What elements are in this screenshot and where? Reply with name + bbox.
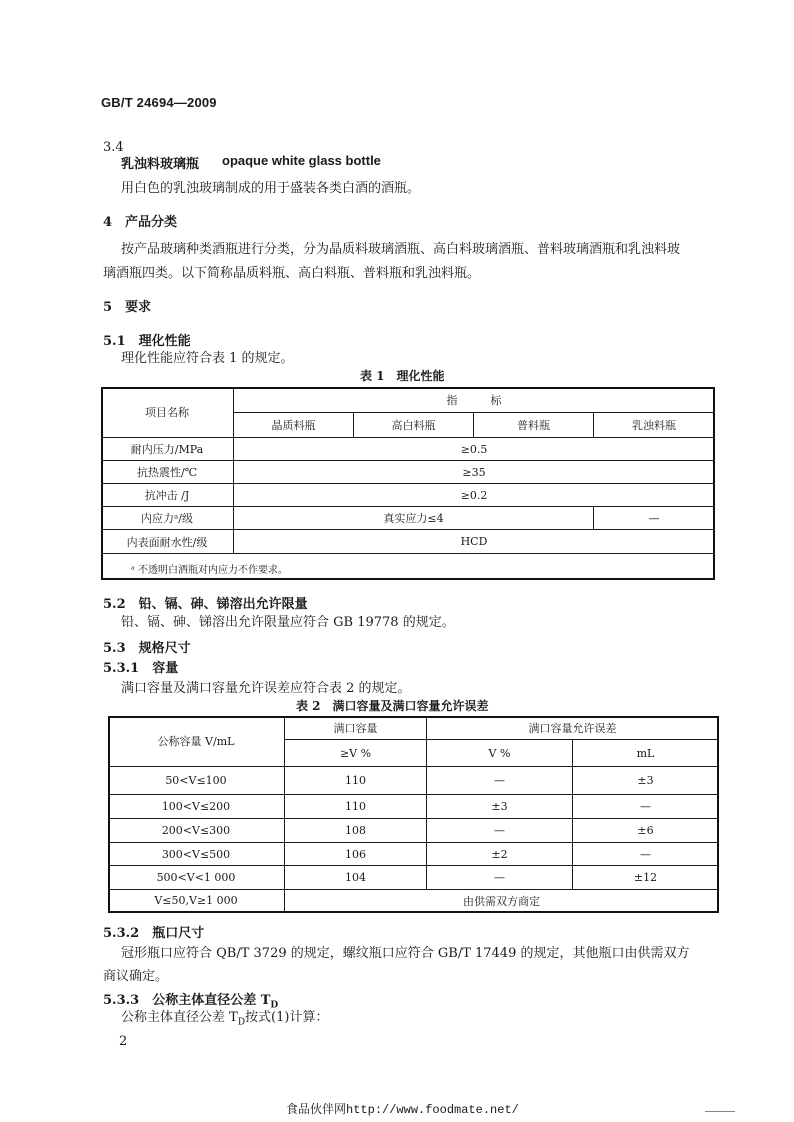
table2-row-full: 108	[345, 824, 366, 837]
page-number: 2	[119, 1034, 128, 1049]
table1-row-name: 抗热震性/℃	[136, 466, 197, 479]
table1-row-value: HCD	[460, 535, 488, 548]
table2-last-range: V≤50,V≥1 000	[154, 894, 238, 907]
table2-row-ml: —	[640, 847, 651, 861]
section-5-3-2-para-line1: 冠形瓶口应符合 QB/T 3729 的规定，螺纹瓶口应符合 GB/T 17449 的规定，其他瓶口由供需双方	[121, 946, 690, 961]
table2-row-pct: ±3	[491, 800, 508, 813]
section-5-3-2-para-line2: 商议确定。	[103, 969, 169, 984]
table2-row-full: 110	[345, 800, 366, 813]
table1-row-value: ≥0.2	[460, 488, 488, 502]
table2-header-full-sub: ≥V %	[339, 746, 372, 760]
table1-subheader: 晶质料瓶	[271, 419, 316, 432]
table1-row-name: 耐内压力/MPa	[130, 443, 204, 456]
table2-row-range: 200<V≤300	[161, 824, 231, 837]
section-5-heading: 5 要求	[103, 300, 152, 315]
table1-row-value: ≥35	[462, 465, 486, 479]
section-4-heading: 4 产品分类	[103, 215, 178, 230]
section-5-1-text: 理化性能应符合表 1 的规定。	[121, 351, 294, 366]
table2	[108, 716, 719, 913]
table1-subheader: 乳浊料瓶	[632, 419, 676, 432]
footer	[286, 1100, 519, 1117]
table2-row-pct: ±2	[491, 847, 508, 861]
table2-row-pct: —	[494, 871, 505, 884]
section-5-3-3-heading-sub: D	[270, 1000, 279, 1011]
table2-last-text: 由供需双方商定	[463, 894, 540, 908]
table2-header-nominal: 公称容量 V/mL	[157, 735, 235, 748]
section-3-4-number: 3.4	[103, 140, 124, 155]
section-5-3-3-text	[121, 1006, 328, 1028]
section-4-para-line1: 按产品玻璃种类酒瓶进行分类，分为晶质料玻璃酒瓶、高白料玻璃酒瓶、普料玻璃酒瓶和乳浊料玻	[121, 242, 681, 257]
table1	[101, 387, 715, 580]
table1-row-name: 抗冲击 /J	[144, 489, 190, 502]
table2-row-full: 104	[345, 871, 366, 884]
section-5-3-heading: 5.3 规格尺寸	[103, 641, 191, 656]
table2-header-tol-pct: V %	[488, 746, 511, 760]
table2-row-pct: —	[494, 774, 505, 787]
table1-row-name: 内应力ᵃ/级	[141, 512, 193, 525]
section-5-3-2-heading: 5.3.2 瓶口尺寸	[103, 926, 205, 941]
table2-row-range: 50<V≤100	[165, 774, 227, 787]
section-5-3-3-text-prefix: 公称主体直径公差 T	[121, 1010, 238, 1025]
term-en: opaque white glass bottle	[222, 153, 381, 168]
table2-row-range: 300<V≤500	[161, 847, 231, 861]
table1-header-item: 项目名称	[145, 406, 189, 419]
table2-row-ml: ±3	[637, 774, 654, 787]
footer-rule	[705, 1111, 735, 1112]
section-5-2-text: 铅、镉、砷、锑溶出允许限量应符合 GB 19778 的规定。	[121, 615, 455, 630]
table1-row-value: 真实应力≤4	[383, 512, 444, 525]
footer-url[interactable]: http://www.foodmate.net/	[346, 1103, 519, 1117]
section-5-3-1-text: 满口容量及满口容量允许误差应符合表 2 的规定。	[121, 681, 411, 696]
table1-subheader: 普料瓶	[517, 419, 550, 432]
table2-row-ml: —	[640, 800, 651, 813]
table1-caption: 表 1 理化性能	[360, 369, 445, 383]
table2-row-ml: ±6	[637, 824, 654, 837]
table2-row-range: 100<V≤200	[161, 800, 231, 813]
table1-subheader: 高白料瓶	[391, 419, 436, 432]
section-5-3-3-heading-text: 5.3.3 公称主体直径公差 T	[103, 993, 271, 1008]
table2-header-tolerance: 满口容量允许误差	[528, 721, 617, 735]
table1-footnote: ᵃ 不透明白酒瓶对内应力不作要求。	[131, 565, 289, 576]
table2-row-full: 110	[345, 774, 366, 787]
footer-site-name: 食品伙伴网	[286, 1102, 347, 1116]
table2-row-ml: ±12	[633, 871, 658, 884]
table2-header-tol-ml: mL	[636, 746, 655, 760]
section-5-2-heading: 5.2 铅、镉、砷、锑溶出允许限量	[103, 597, 308, 612]
table1-row-name: 内表面耐水性/级	[126, 535, 208, 549]
table2-header-full: 满口容量	[333, 721, 378, 735]
section-5-3-3-text-suffix: 按式(1)计算：	[245, 1010, 329, 1025]
table1-header-index: 指 标	[446, 393, 502, 407]
table2-row-full: 106	[345, 847, 366, 861]
section-5-1-heading: 5.1 理化性能	[103, 334, 191, 349]
section-5-3-3-text-sub: D	[237, 1017, 246, 1028]
table1-row-value: ≥0.5	[460, 442, 488, 456]
table2-row-pct: —	[494, 824, 505, 837]
standard-code: GB/T 24694—2009	[101, 95, 217, 110]
section-5-3-1-heading: 5.3.1 容量	[103, 661, 179, 676]
table2-row-range: 500<V<1 000	[156, 871, 236, 884]
table1-row-value-last: —	[648, 511, 660, 525]
term-cn: 乳浊料玻璃瓶	[121, 157, 200, 172]
table2-caption: 表 2 满口容量及满口容量允许误差	[296, 699, 489, 713]
term-definition: 用白色的乳浊玻璃制成的用于盛装各类白酒的酒瓶。	[121, 181, 421, 196]
section-4-para-line2: 璃酒瓶四类。以下简称晶质料瓶、高白料瓶、普料瓶和乳浊料瓶。	[103, 266, 481, 281]
